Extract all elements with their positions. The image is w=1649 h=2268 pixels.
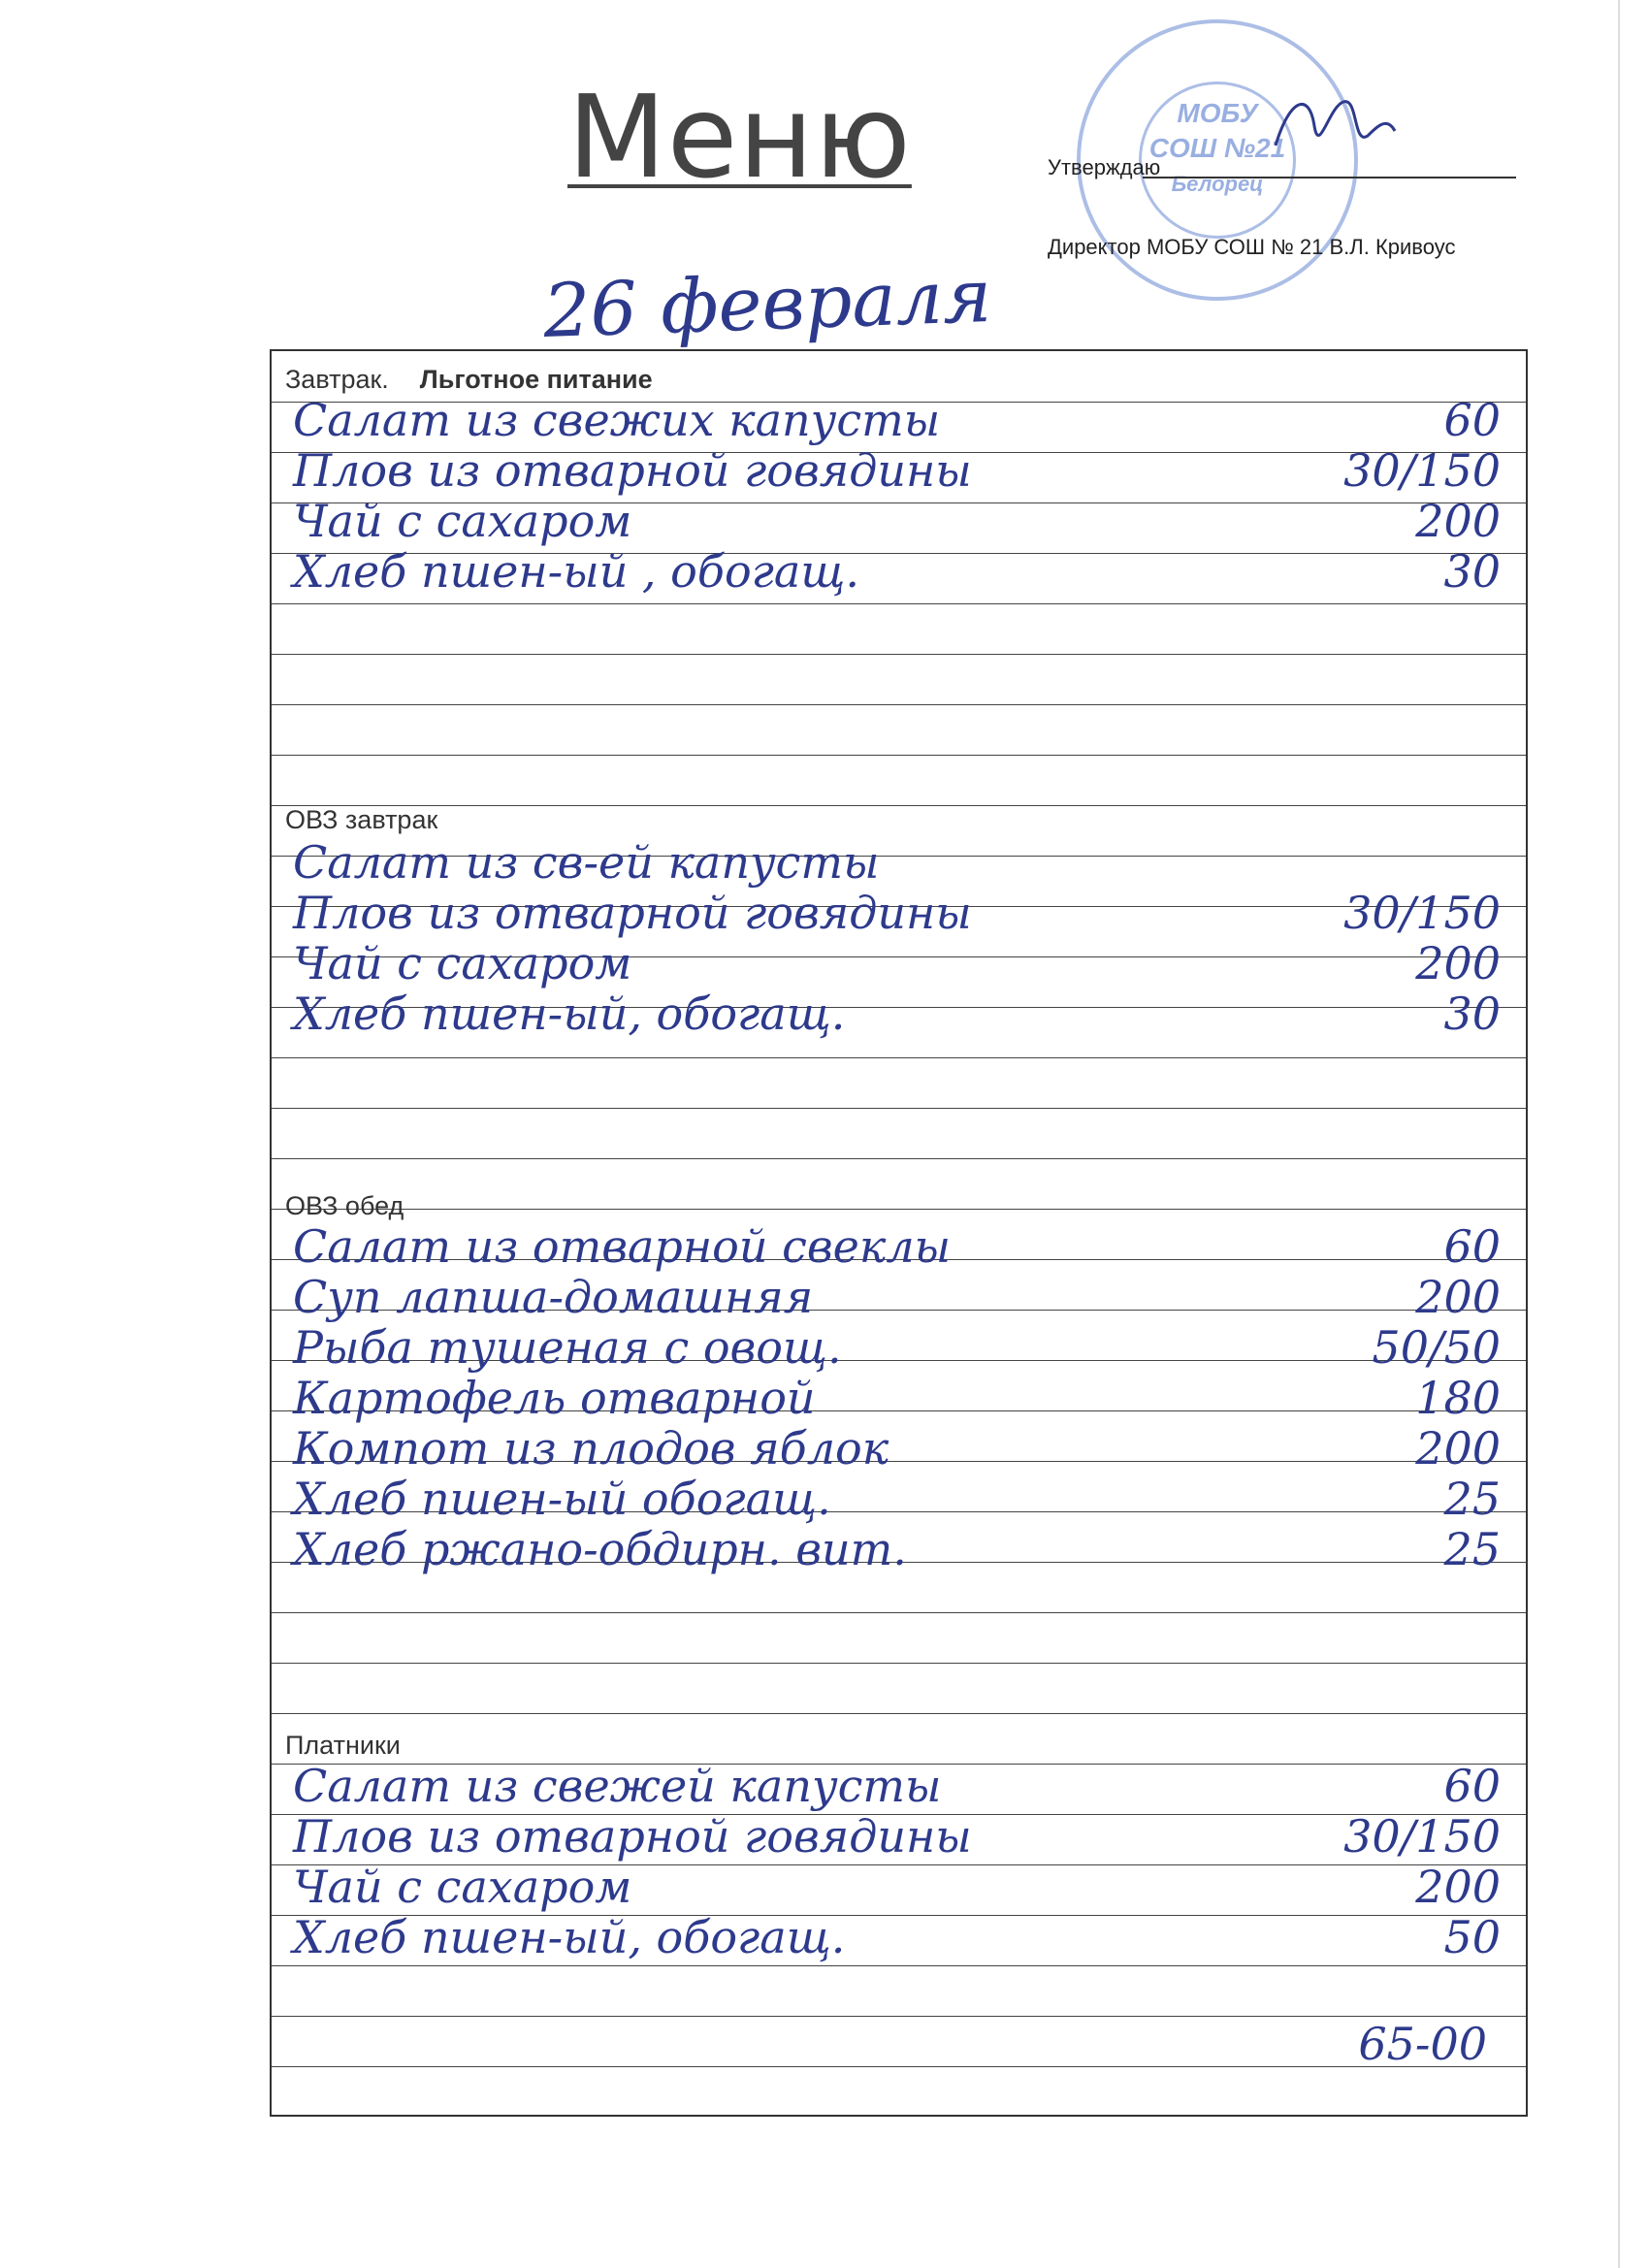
list-item — [272, 887, 1526, 943]
dish-name: Чай с сахаром — [293, 937, 632, 989]
list-item — [272, 1271, 1526, 1327]
list-item — [272, 444, 1526, 501]
dish-quantity: 50 — [1443, 1911, 1501, 1963]
page-title: Меню — [567, 70, 912, 204]
ruled-line — [272, 1713, 1526, 1714]
ruled-line — [272, 755, 1526, 756]
dish-quantity: 200 — [1415, 1271, 1501, 1323]
list-item — [272, 1911, 1526, 1967]
signature-mark — [1271, 87, 1397, 165]
section-heading-text: Завтрак. — [285, 365, 389, 394]
menu-date: 26 февраля — [541, 251, 993, 355]
list-item — [272, 495, 1526, 551]
dish-name: Хлеб пшен-ый обогащ. — [293, 1473, 831, 1525]
approval-signature-line — [1143, 177, 1516, 178]
stamp-line-1: МОБУ — [1177, 98, 1258, 128]
list-item — [272, 1473, 1526, 1529]
dish-quantity: 180 — [1415, 1372, 1501, 1424]
dish-name: Салат из св-ей капусты — [293, 836, 880, 889]
dish-name: Чай с сахаром — [293, 495, 632, 547]
section-heading-ovz-breakfast — [285, 805, 437, 835]
dish-name: Плов из отварной говядины — [293, 444, 972, 497]
ruled-line — [272, 1158, 1526, 1159]
list-item — [272, 1220, 1526, 1277]
scan-edge — [1618, 0, 1620, 2268]
ruled-line — [272, 1612, 1526, 1613]
section-subheading-text: Льготное питание — [419, 365, 653, 394]
dish-quantity: 30/150 — [1343, 887, 1501, 939]
ruled-line — [272, 1209, 1526, 1210]
list-item — [272, 1372, 1526, 1428]
ruled-line — [272, 603, 1526, 604]
list-item — [272, 1760, 1526, 1816]
dish-quantity: 25 — [1443, 1473, 1501, 1525]
section-heading-text: ОВЗ обед — [285, 1191, 404, 1220]
ruled-line — [272, 1057, 1526, 1058]
ruled-line — [272, 805, 1526, 806]
section-heading-breakfast-benefit — [285, 365, 653, 395]
dish-quantity: 25 — [1443, 1523, 1501, 1575]
dish-name: Чай с сахаром — [293, 1861, 632, 1913]
dish-quantity: 60 — [1443, 1760, 1501, 1812]
stamp-line-2: СОШ №21 — [1148, 133, 1286, 163]
dish-name: Плов из отварной говядины — [293, 1810, 972, 1863]
total-price: 65-00 — [1358, 2018, 1487, 2070]
approval-label: Утверждаю — [1048, 155, 1161, 179]
list-item — [272, 1422, 1526, 1478]
list-item — [272, 1861, 1526, 1917]
dish-quantity: 30/150 — [1343, 444, 1501, 497]
dish-name: Суп лапша-домашняя — [293, 1271, 814, 1323]
dish-name: Хлеб пшен-ый, обогащ. — [293, 988, 846, 1040]
section-heading-text: Платники — [285, 1731, 401, 1760]
dish-name: Картофель отварной — [293, 1372, 816, 1424]
list-item — [272, 1810, 1526, 1866]
list-item — [272, 1523, 1526, 1579]
dish-name: Салат из свежей капусты — [293, 1760, 942, 1812]
menu-sheet — [270, 349, 1528, 2117]
ruled-line — [272, 1663, 1526, 1664]
section-heading-text: ОВЗ завтрак — [285, 805, 438, 834]
dish-quantity: 30/150 — [1343, 1810, 1501, 1863]
dish-quantity: 60 — [1443, 394, 1501, 446]
dish-quantity: 200 — [1415, 1861, 1501, 1913]
dish-name: Салат из свежих капусты — [293, 394, 941, 446]
ruled-line — [272, 2066, 1526, 2067]
list-item — [272, 937, 1526, 993]
director-name: Директор МОБУ СОШ № 21 В.Л. Кривоус — [1048, 235, 1456, 259]
dish-quantity: 200 — [1415, 495, 1501, 547]
dish-name: Хлеб ржано-обдирн. вит. — [293, 1523, 907, 1575]
dish-quantity: 60 — [1443, 1220, 1501, 1273]
stamp-line-3: Белорец — [1171, 172, 1264, 196]
ruled-line — [272, 704, 1526, 705]
list-item — [272, 394, 1526, 450]
dish-name: Плов из отварной говядины — [293, 887, 972, 939]
dish-name: Хлеб пшен-ый , обогащ. — [293, 545, 859, 598]
dish-name: Салат из отварной свеклы — [293, 1220, 952, 1273]
ruled-line — [272, 2016, 1526, 2017]
dish-quantity: 30 — [1443, 545, 1501, 598]
list-item — [272, 836, 1526, 892]
dish-quantity: 30 — [1443, 988, 1501, 1040]
list-item — [272, 1321, 1526, 1377]
section-heading-paid — [285, 1731, 401, 1761]
dish-quantity: 200 — [1415, 1422, 1501, 1474]
dish-quantity: 50/50 — [1372, 1321, 1501, 1374]
dish-quantity: 200 — [1415, 937, 1501, 989]
dish-name: Рыба тушеная с овощ. — [293, 1321, 842, 1374]
list-item — [272, 988, 1526, 1044]
ruled-line — [272, 654, 1526, 655]
section-heading-ovz-lunch — [285, 1191, 404, 1221]
dish-name: Компот из плодов яблок — [293, 1422, 889, 1474]
list-item — [272, 545, 1526, 601]
ruled-line — [272, 1108, 1526, 1109]
dish-name: Хлеб пшен-ый, обогащ. — [293, 1911, 846, 1963]
